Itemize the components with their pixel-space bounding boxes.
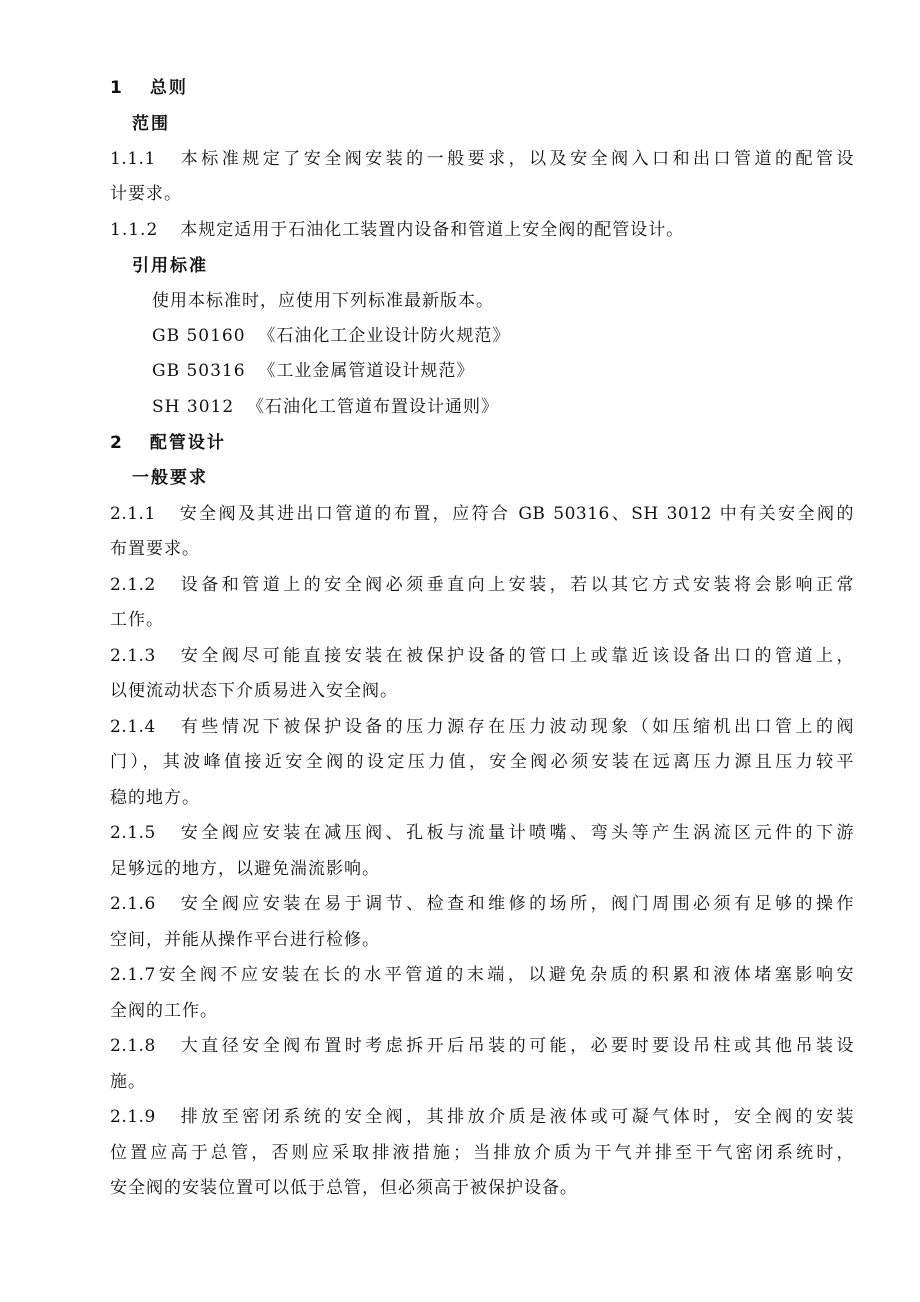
clause-text: 排放至密闭系统的安全阀，其排放介质是液体或可凝气体时，安全阀的安装 — [177, 1107, 854, 1127]
clause-text: 安全阀应安装在减压阀、孔板与流量计喷嘴、弯头等产生涡流区元件的下游 — [177, 823, 854, 843]
clause-text: 安全阀不应安装在长的水平管道的末端，以避免杂质的积累和液体堵塞影响安 — [155, 965, 854, 985]
clause-2-1-5-line-1 — [110, 820, 854, 846]
clause-2-1-6-line-2: 空间，并能从操作平台进行检修。 — [110, 930, 380, 950]
clause-number: 2.1.6 — [110, 894, 156, 914]
clause-number: 2.1.4 — [110, 717, 156, 737]
clause-number: 2.1.3 — [110, 646, 156, 666]
clause-1-1-2 — [110, 217, 854, 243]
subheading-references: 引用标准 — [132, 256, 208, 276]
clause-number: 2.1.7 — [110, 965, 156, 985]
clause-2-1-1-line-2: 布置要求。 — [110, 539, 200, 559]
clause-text: 设备和管道上的安全阀必须垂直向上安装，若以其它方式安装将会影响正常 — [177, 575, 854, 595]
clause-2-1-2-line-2: 工作。 — [110, 610, 164, 630]
clause-2-1-9-line-1 — [110, 1104, 854, 1130]
clause-1-1-1-line-2: 计要求。 — [110, 184, 182, 204]
clause-text: 安全阀及其进出口管道的布置，应符合 GB 50316、SH 3012 中有关安全阀的 — [177, 504, 854, 524]
subheading-scope: 范围 — [132, 114, 170, 134]
clause-text: 有些情况下被保护设备的压力源存在压力波动现象（如压缩机出口管上的阀 — [177, 717, 854, 737]
clause-number: 2.1.8 — [110, 1036, 156, 1056]
clause-2-1-4-line-3: 稳的地方。 — [110, 788, 200, 808]
references-intro: 使用本标准时，应使用下列标准最新版本。 — [152, 291, 494, 311]
clause-2-1-7-line-2: 全阀的工作。 — [110, 1001, 218, 1021]
clause-text: 安全阀应安装在易于调节、检查和维修的场所，阀门周围必须有足够的操作 — [177, 894, 854, 914]
clause-2-1-7-line-1 — [110, 962, 854, 988]
reference-item: GB 50316 《工业金属管道设计规范》 — [152, 361, 475, 381]
clause-number: 2.1.5 — [110, 823, 156, 843]
clause-2-1-8-line-1 — [110, 1033, 854, 1059]
clause-2-1-1-line-1 — [110, 501, 854, 527]
clause-text: 本规定适用于石油化工装置内设备和管道上安全阀的配管设计。 — [180, 220, 685, 240]
clause-2-1-3-line-2: 以便流动状态下介质易进入安全阀。 — [110, 681, 398, 701]
clause-text: 本标准规定了安全阀安装的一般要求，以及安全阀入口和出口管道的配管设 — [177, 149, 854, 169]
clause-2-1-9-line-3: 安全阀的安装位置可以低于总管，但必须高于被保护设备。 — [110, 1178, 578, 1198]
clause-number: 1.1.2 — [110, 220, 159, 240]
heading-2-number: 2 — [110, 433, 124, 453]
reference-item: GB 50160 《石油化工企业设计防火规范》 — [152, 326, 511, 346]
clause-2-1-5-line-2: 足够远的地方，以避免湍流影响。 — [110, 859, 380, 879]
heading-1-title: 总则 — [149, 78, 188, 98]
heading-1 — [110, 75, 854, 101]
clause-2-1-9-line-2: 位置应高于总管，否则应采取排液措施；当排放介质为干气并排至干气密闭系统时， — [110, 1143, 854, 1163]
subheading-general: 一般要求 — [132, 468, 208, 488]
clause-2-1-3-line-1 — [110, 643, 854, 669]
clause-2-1-4-line-1 — [110, 714, 854, 740]
clause-number: 2.1.2 — [110, 575, 156, 595]
clause-number: 1.1.1 — [110, 149, 156, 169]
clause-text: 大直径安全阀布置时考虑拆开后吊装的可能，必要时要设吊柱或其他吊装设 — [177, 1036, 854, 1056]
clause-text: 安全阀尽可能直接安装在被保护设备的管口上或靠近该设备出口的管道上， — [177, 646, 854, 666]
clause-2-1-6-line-1 — [110, 891, 854, 917]
clause-2-1-8-line-2: 施。 — [110, 1072, 146, 1092]
heading-2-title: 配管设计 — [149, 433, 226, 453]
clause-1-1-1-line-1 — [110, 146, 854, 172]
clause-2-1-2-line-1 — [110, 572, 854, 598]
heading-1-number: 1 — [110, 78, 124, 98]
clause-number: 2.1.1 — [110, 504, 156, 524]
clause-2-1-4-line-2: 门），其波峰值接近安全阀的设定压力值，安全阀必须安装在远离压力源且压力较平 — [110, 752, 854, 772]
reference-item: SH 3012 《石油化工管道布置设计通则》 — [152, 397, 499, 417]
clause-number: 2.1.9 — [110, 1107, 156, 1127]
heading-2 — [110, 430, 854, 456]
